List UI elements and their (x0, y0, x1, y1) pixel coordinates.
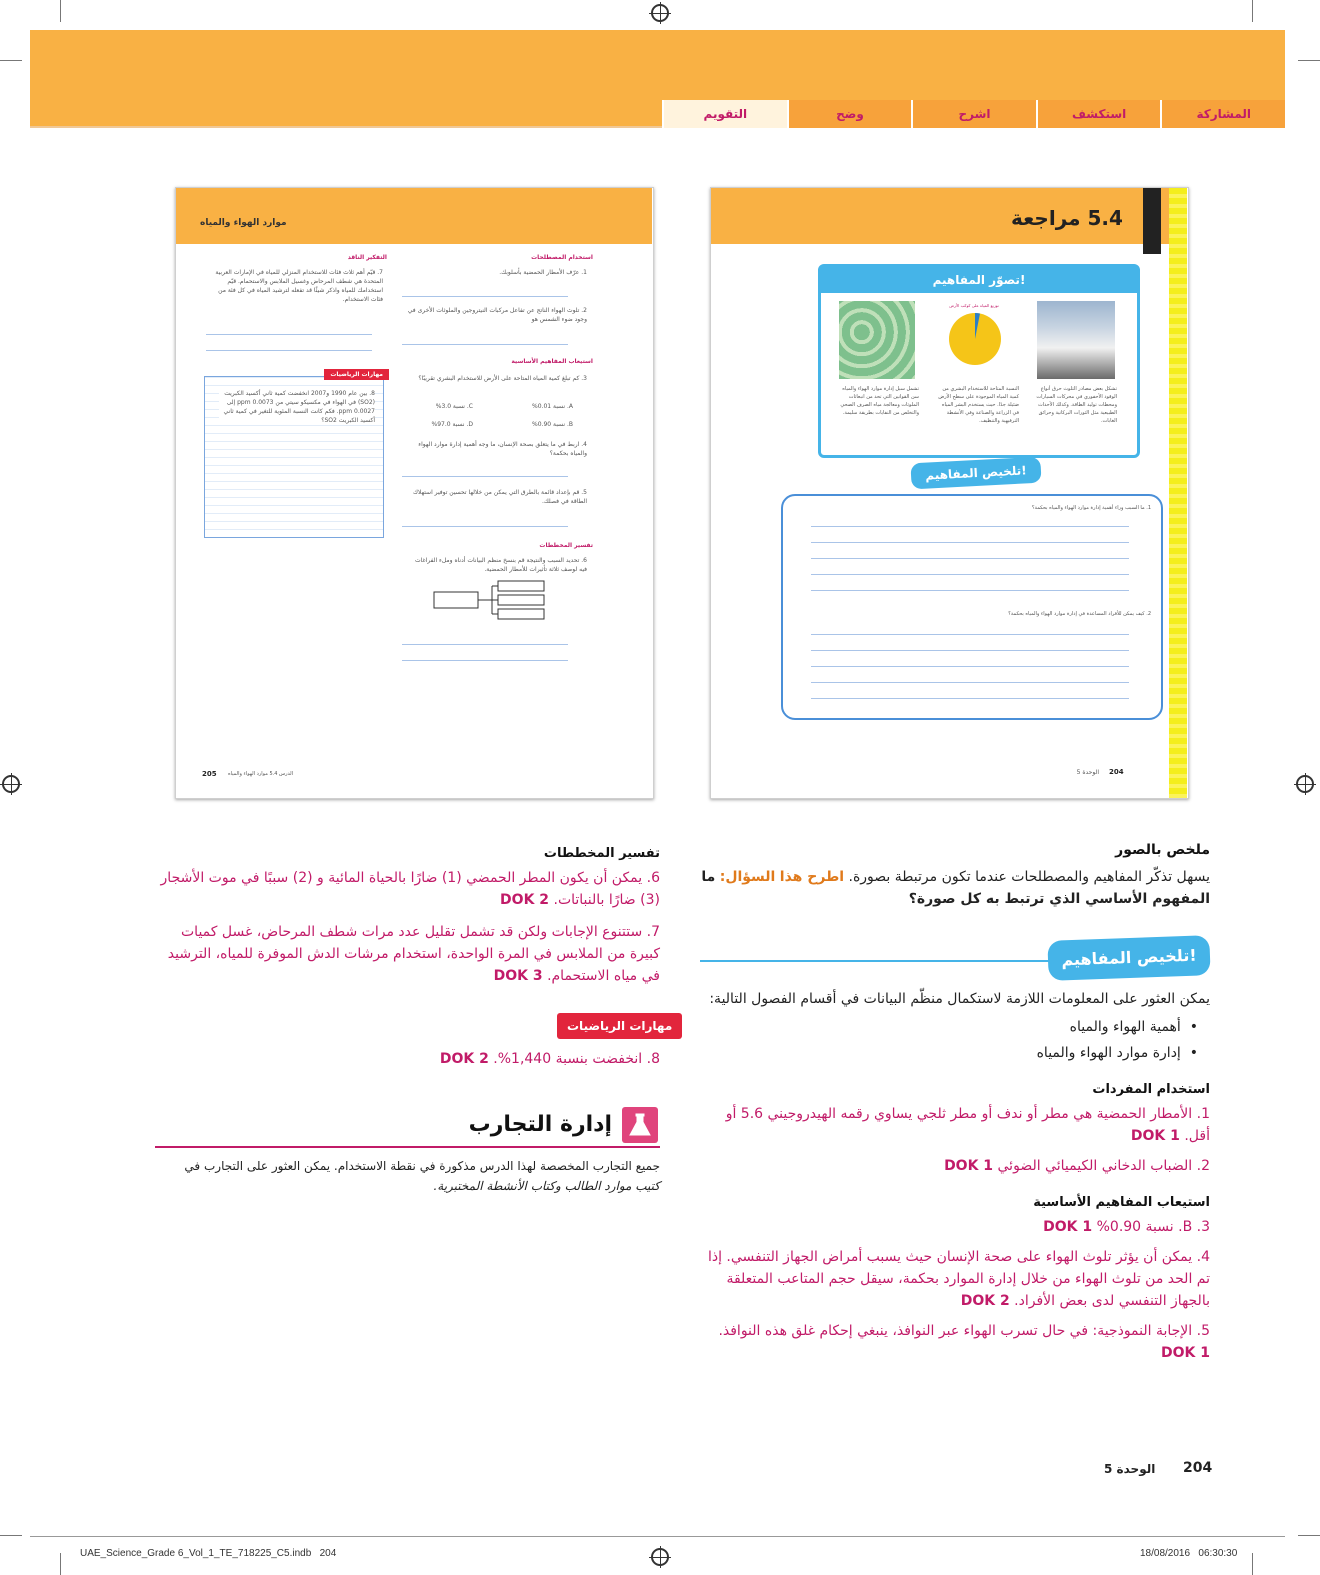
dok-label: DOK 2 (500, 892, 550, 908)
summarize-q1: 1. ما السبب وراء أهمية إدارة موارد الهواء والمياه بحكمة؟ (1031, 505, 1151, 511)
crop-mark (1298, 60, 1320, 61)
caption-pollution: تشكل بعض مصادر التلوث حرق أنواع الوقود الأحفوري في محركات السيارات ومحطات توليد الطاقة. وكذلك الأحداث الطبيعية مثل الثورات البركانية وحرائق الغابات. (1036, 386, 1117, 424)
answers-left-column (150, 846, 660, 987)
mini-page-number: 204 (1109, 768, 1124, 776)
answer-text: 7. ستتنوع الإجابات ولكن قد تشمل تقليل عدد مرات شطف المرحاض، غسل كميات كبيرة من الملابس في المرة الواحدة، استخدام مرشات الدش الموفرة للمياه، الترشيد في مياه الاستحمام. (167, 924, 660, 984)
answer-text: 6. يمكن أن يكون المطر الحمضي (1) ضارًا بالحياة المائية و (2) سببًا في موت الأشجار (3) ضارًا بالنباتات. (160, 870, 660, 908)
concepts-intro: يمكن العثور على المعلومات اللازمة لاستكمال منظّم البيانات في أقسام الفصول التالية: (709, 991, 1210, 1007)
lab-text (150, 1156, 660, 1196)
concepts-bullet-1: • أهمية الهواء والمياه (1069, 1019, 1198, 1035)
dok-label: DOK 3 (493, 968, 543, 984)
dok-label: DOK 2 (960, 1293, 1010, 1309)
summarize-concepts-banner: تلخيص المفاهيم! (1047, 935, 1210, 981)
question-label: السؤال: (719, 869, 776, 885)
student-page-205-thumbnail (175, 187, 654, 799)
tab-evaluate[interactable]: التقويم (662, 100, 787, 128)
answer-5 (700, 1320, 1210, 1364)
math-skills-badge: مهارات الرياضيات (557, 1013, 682, 1039)
mini-page-number: 205 (202, 770, 217, 778)
print-timestamp: 18/08/2016 06:30:30 (1140, 1548, 1238, 1559)
visualize-box (818, 264, 1140, 458)
mini-sec-interpret: تفسير المخططات (539, 542, 593, 549)
ask-label: اطرح هذا (779, 869, 845, 885)
bullet-text: أهمية الهواء والمياه (1069, 1019, 1181, 1035)
summarize-banner: تلخيص المفاهيم! (910, 457, 1041, 490)
registration-mark-icon (651, 4, 669, 22)
crop-mark (1252, 0, 1253, 22)
banner-rule (700, 960, 1060, 962)
flask-icon (622, 1107, 658, 1143)
crop-mark (0, 60, 22, 61)
mini-side-strip (1169, 188, 1187, 798)
mini-q4: 4. اربط في ما يتعلق بصحة الإنسان، ما وجه أهمية إدارة موارد الهواء والمياه بحكمة؟ (418, 441, 587, 457)
lab-management-title: إدارة التجارب (468, 1112, 612, 1137)
student-page-204-thumbnail (710, 187, 1189, 799)
answer-text: 1. الأمطار الحمضية هي مطر أو ندف أو مطر ثلجي يساوي رقمه الهيدروجيني 5.6 أو أقل. (725, 1106, 1210, 1144)
visual-summary-heading: ملخص بالصور (1115, 842, 1210, 858)
lab-text-line1: جميع التجارب المخصصة لهذا الدرس مذكورة في نقطة الاستخدام. يمكن العثور على التجارب في (184, 1159, 660, 1173)
dok-label: DOK 1 (1161, 1345, 1210, 1361)
vocab-heading: استخدام المفردات (1092, 1082, 1210, 1097)
math-skills-box (204, 371, 384, 538)
mini-sec-understand: استيعاب المفاهيم الأساسية (511, 358, 593, 365)
tab-explain[interactable]: اشرح (911, 100, 1036, 128)
caption-management: تشمل سبل إدارة موارد الهواء والمياه سن القوانين التي تحد من انبعاثات الملوثات ومعالجة مياه الصرف الصحي والتخلص من النفايات بطريقة سليمة. (840, 386, 919, 416)
lesson-tabs (662, 100, 1285, 128)
answer-text: 8. انخفضت بنسبة 1,440%. (493, 1051, 660, 1067)
registration-mark-icon (651, 1548, 669, 1566)
mini-q3: 3. كم تبلغ كمية المياه المتاحة على الأرض للاستخدام البشري تقريبًا؟ (418, 375, 587, 382)
bullet-text: إدارة موارد الهواء والمياه (1036, 1045, 1181, 1061)
concepts-bullet-2: • إدارة موارد الهواء والمياه (1036, 1045, 1198, 1061)
page-number: 204 (1183, 1460, 1213, 1476)
mini-math-badge: مهارات الرياضيات (324, 369, 389, 380)
question-text: ما المفهوم الأساسي الذي ترتبط به كل صورة؟ (701, 869, 1210, 907)
mini-sec-vocab: استخدام المصطلحات (531, 254, 593, 261)
tab-engage[interactable]: المشاركة (1160, 100, 1285, 128)
bookmark-ribbon (1143, 188, 1161, 254)
crop-mark (0, 1535, 22, 1536)
answer-text: 2. الضباب الدخاني الكيميائي الضوئي (997, 1158, 1210, 1174)
dok-label: DOK 2 (439, 1051, 489, 1067)
mini-header (176, 188, 652, 244)
concepts-heading: استيعاب المفاهيم الأساسية (1033, 1195, 1210, 1210)
mini-q2: 2. تلوث الهواء الناتج عن تفاعل مركبات النيتروجين والملوثات الأخرى في وجود ضوء الشمس هو (407, 307, 587, 323)
mini-unit-label: الوحدة 5 (1076, 769, 1099, 776)
answer-4 (700, 1246, 1210, 1312)
answer-6 (150, 867, 660, 911)
lab-text-line2: كتيب موارد الطالب وكتاب الأنشطة المختبرية. (433, 1179, 660, 1193)
volcano-photo (1037, 301, 1115, 379)
water-pie-chart (947, 311, 1003, 367)
mini-lesson-label: الدرس 5.4 موارد الهواء والمياه (228, 771, 294, 777)
dok-label: DOK 1 (1130, 1128, 1180, 1144)
registration-mark-icon (1296, 775, 1314, 793)
answer-8 (150, 1048, 660, 1070)
answers-right-column (700, 842, 1210, 910)
mini-q7: 7. قيّم أهم ثلاث فئات للاستخدام المنزلي للمياه في الإمارات العربية المتحدة هي شطف المرحاض وغسيل الملابس والاستحمام. قيّم استخدامك للمياه واذكر شيئًا قد تفعله لترشيد المياه في كل فئة من فئات الاستخدام. (215, 269, 383, 303)
caption-water: النسبة المتاحة للاستخدام البشري من كمية المياه الموجودة على سطح الأرض ضئيلة جدًا. حيث يستخدم البشر المياه في الزراعة والصناعة وفي الأنشطة الترفيهية والتنظيف. (938, 386, 1019, 424)
unit-label: الوحدة 5 (1104, 1462, 1156, 1476)
answer-3 (700, 1216, 1210, 1238)
irrigation-photo (839, 301, 915, 379)
tab-explore[interactable]: استكشف (1036, 100, 1161, 128)
crop-mark (60, 1553, 61, 1575)
mini-q3-d: D. نسبة 97.0% (431, 421, 473, 428)
mini-q3-a: A. نسبة 0.01% (532, 403, 573, 410)
mini-sec-critical: التفكير الناقد (347, 254, 387, 261)
slug-rule (30, 1536, 1285, 1537)
lab-rule (155, 1146, 660, 1148)
mini-q5: 5. قم بإعداد قائمة بالطرق التي يمكن من خلالها تحسين توفير استهلاك الطاقة في فصلك. (412, 489, 587, 505)
crop-mark (60, 0, 61, 22)
visual-summary-text (700, 866, 1210, 910)
mini-header-title: موارد الهواء والمياه (200, 218, 287, 228)
cause-effect-organizer (432, 580, 552, 620)
answer-text: 4. يمكن أن يؤثر تلوث الهواء على صحة الإنسان حيث يسبب أمراض الجهاز التنفسي. إذا تم الحد من تلوث الهواء من خلال إدارة الموارد بحكمة، سيقل حجم المتاعب المتعلقة بالجهاز التنفسي لدى بعض الأفراد. (707, 1249, 1210, 1309)
answer-2 (700, 1155, 1210, 1177)
answer-text: 5. الإجابة النموذجية: في حال تسرب الهواء عبر النوافذ، ينبغي إحكام غلق هذه النوافذ. (718, 1323, 1210, 1339)
answer-7 (150, 921, 660, 987)
visualize-title: تصوّر المفاهيم! (821, 267, 1137, 293)
dok-label: DOK 1 (944, 1158, 994, 1174)
crop-mark (1298, 1535, 1320, 1536)
tab-elaborate[interactable]: وضح (787, 100, 912, 128)
crop-mark (1252, 1553, 1253, 1575)
mini-q8: 8. بين عام 1990 و2007 انخفضت كمية ثاني أكسيد الكبريت (SO2) في الهواء في مكسيكو سيتي من 0.0073 ppm إلى 0.0027 ppm. فكم كانت النسبة المئوية للتغير في كمية ثاني أكسيد الكبريت SO2؟ (219, 389, 375, 425)
mini-q6: 6. تحديد السبب والنتيجة قم بنسخ منظم البيانات أدناه وملء الفراغات فيه لوصف ثلاثة تأثيرات للأمطار الحمضية. (415, 557, 587, 573)
answer-1 (700, 1103, 1210, 1147)
file-slug: UAE_Science_Grade 6_Vol_1_TE_718225_C5.indb 204 (80, 1548, 337, 1559)
mini-q3-b: B. نسبة 0.90% (532, 421, 573, 428)
dok-label: DOK 1 (1043, 1219, 1093, 1235)
mini-q3-c: C. نسبة 3.0% (435, 403, 473, 410)
summary-text: يسهل تذكّر المفاهيم والمصطلحات عندما تكون مرتبطة بصورة. (848, 869, 1210, 885)
concepts-section (700, 988, 1210, 1364)
summarize-q2: 2. كيف يمكن للأفراد المساعدة في إدارة موارد الهواء والمياه بحكمة؟ (1008, 611, 1151, 617)
mini-q1: 1. عرّف الأمطار الحمضية بأسلوبك. (499, 269, 587, 276)
header-divider (30, 126, 662, 128)
pie-title: توزيع المياه على كوكب الأرض (949, 303, 999, 308)
answer-text: 3. B. نسبة 0.90% (1096, 1219, 1210, 1235)
registration-mark-icon (2, 775, 20, 793)
interpret-heading: تفسير المخططات (543, 846, 660, 861)
mini-title: 5.4 مراجعة (1011, 206, 1123, 230)
summarize-box (781, 494, 1163, 720)
